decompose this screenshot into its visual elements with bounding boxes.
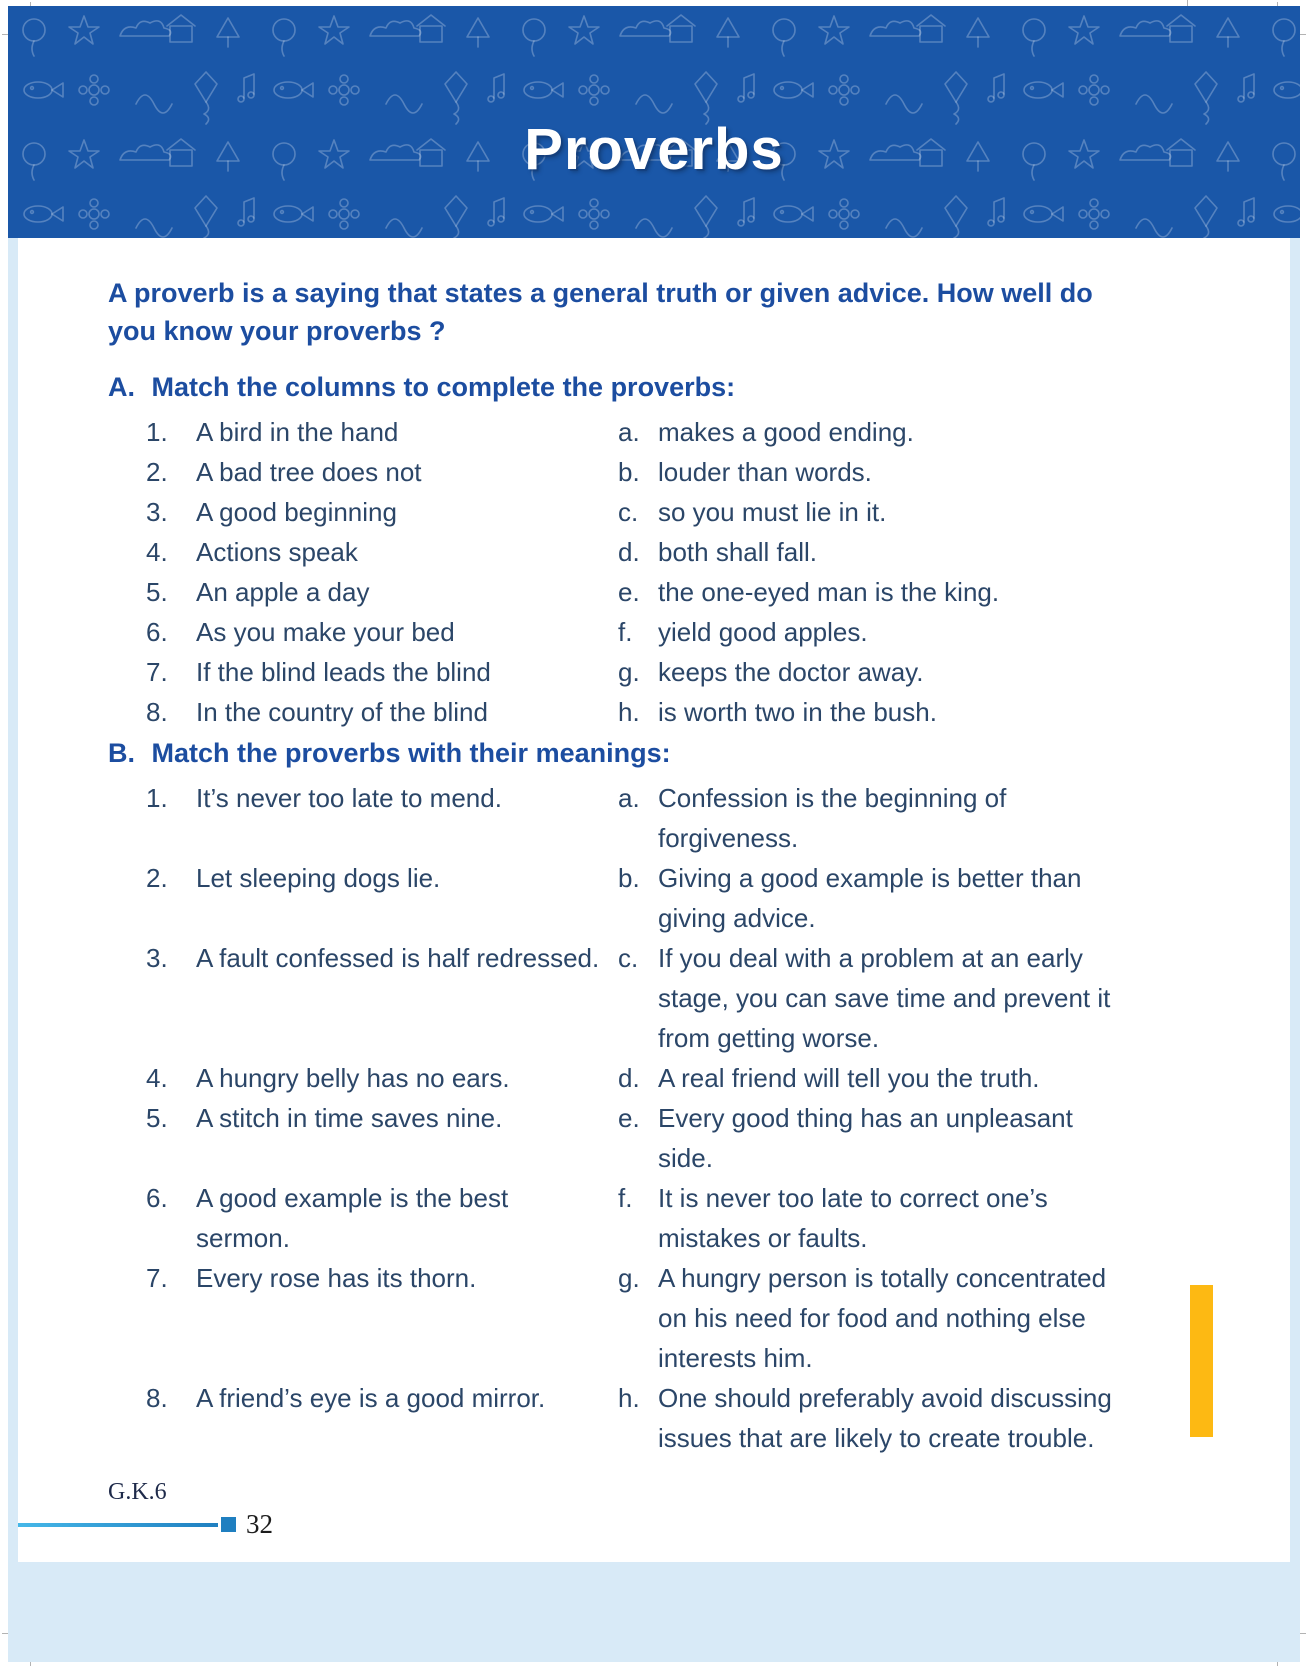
footer-rule [18,1523,218,1527]
match-item-left: A bird in the hand [196,417,399,447]
footer-page-strip [18,1509,273,1540]
section-b-label: B. [108,738,135,768]
match-item-left: Let sleeping dogs lie. [196,863,441,893]
match-item-right: louder than words. [658,457,872,487]
match-item-number: 6. [146,617,168,647]
match-item-letter: d. [618,1063,640,1093]
match-item-right: Every good thing has an unpleasant side. [658,1103,1073,1173]
match-item-number: 2. [146,863,168,893]
section-side-tab [1190,1285,1213,1437]
match-item-right: yield good apples. [658,617,868,647]
intro-text: A proverb is a saying that states a general truth or given advice. How well do you know your proverbs ? [108,278,1093,346]
match-item-number: 8. [146,1383,168,1413]
match-item-right: makes a good ending. [658,417,914,447]
match-item-letter: g. [618,1263,640,1293]
match-item-letter: d. [618,537,640,567]
match-item-letter: a. [618,417,640,447]
match-item-letter: c. [618,943,639,973]
match-item-number: 1. [146,783,168,813]
section-b-heading-text: Match the proverbs with their meanings: [151,738,671,768]
match-item-right: so you must lie in it. [658,497,887,527]
section-a-match-list [146,412,1220,732]
match-item-left: If the blind leads the blind [196,657,491,687]
match-item-letter: e. [618,1103,640,1133]
match-item-left: A fault confessed is half redressed. [196,943,600,973]
match-item-right: both shall fall. [658,537,817,567]
match-item-right: It is never too late to correct one’s mistakes or faults. [658,1183,1048,1253]
match-item-right: One should preferably avoid discussing issues that are likely to create trouble. [658,1383,1112,1453]
match-item-number: 5. [146,1103,168,1133]
match-item-left: A friend’s eye is a good mirror. [196,1383,546,1413]
match-item-letter: f. [618,1183,633,1213]
match-item-number: 7. [146,657,168,687]
match-item-right: Giving a good example is better than giving advice. [658,863,1082,933]
match-item-number: 6. [146,1183,168,1213]
workbook-page [8,6,1300,1662]
match-item-right: the one-eyed man is the king. [658,577,1000,607]
match-item-left: It’s never too late to mend. [196,783,502,813]
match-item-letter: g. [618,657,640,687]
match-item-number: 5. [146,577,168,607]
match-item-number: 2. [146,457,168,487]
match-item-letter: h. [618,697,640,727]
footer-page-number: 32 [246,1509,273,1539]
content-sheet [18,238,1290,1562]
match-item-left: An apple a day [196,577,370,607]
match-item-letter: f. [618,617,633,647]
match-item-right: keeps the doctor away. [658,657,924,687]
match-item-left: Actions speak [196,537,358,567]
match-item-letter: c. [618,497,639,527]
match-item-left: A hungry belly has no ears. [196,1063,510,1093]
match-item-number: 8. [146,697,168,727]
match-item-number: 4. [146,1063,168,1093]
match-item-letter: e. [618,577,640,607]
match-item-left: As you make your bed [196,617,455,647]
match-item-left: A good beginning [196,497,397,527]
match-item-letter: a. [618,783,640,813]
match-item-left: Every rose has its thorn. [196,1263,477,1293]
match-item-right: Confession is the beginning of forgiveness. [658,783,1007,853]
match-item-left: A bad tree does not [196,457,422,487]
section-a-heading-text: Match the columns to complete the proverbs: [151,372,736,402]
match-item-left: In the country of the blind [196,697,488,727]
match-item-number: 4. [146,537,168,567]
match-item-number: 1. [146,417,168,447]
match-item-number: 3. [146,497,168,527]
section-a-heading [108,368,1220,406]
section-b-heading [108,734,1220,772]
match-item-left: A good example is the best sermon. [196,1183,509,1253]
match-item-number: 3. [146,943,168,973]
match-item-right: is worth two in the bush. [658,697,937,727]
match-item-right: A real friend will tell you the truth. [658,1063,1040,1093]
match-item-right: If you deal with a problem at an early stage, you can save time and prevent it from getting worse. [658,943,1111,1053]
match-item-right: A hungry person is totally concentrated on his need for food and nothing else interests him. [658,1263,1107,1373]
section-a-label: A. [108,372,135,402]
match-item-left: A stitch in time saves nine. [196,1103,503,1133]
match-item-letter: b. [618,863,640,893]
section-b-match-list [146,778,1220,1458]
match-item-letter: h. [618,1383,640,1413]
match-item-letter: b. [618,457,640,487]
match-item-number: 7. [146,1263,168,1293]
footer-square-icon [221,1517,236,1532]
title-banner [8,6,1300,238]
footer-book-code: G.K.6 [108,1479,167,1505]
page-title: Proverbs [524,117,784,182]
